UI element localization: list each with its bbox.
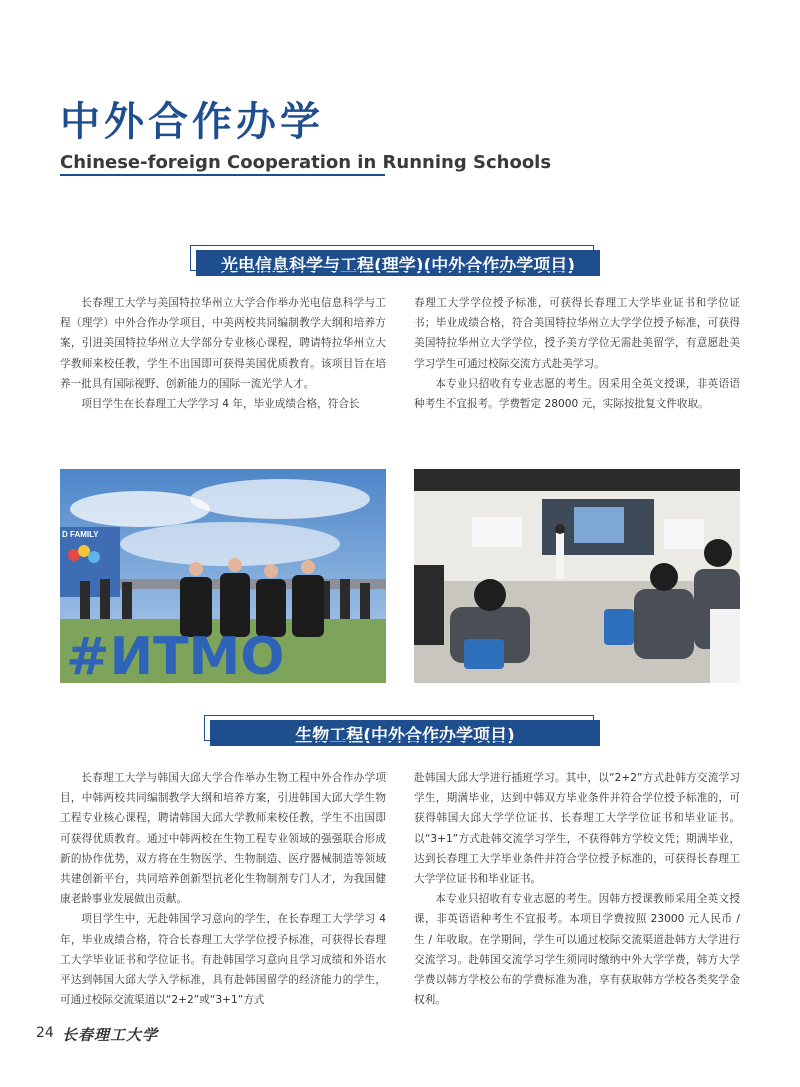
section1-right-column <box>414 293 740 414</box>
itmo-sign: #ИТМО <box>66 627 285 683</box>
paragraph: 长春理工大学与韩国大邱大学合作举办生物工程中外合作办学项目，中韩两校共同编制教学大纲和培养方案，引进韩国大邱大学生物工程专业核心课程，聘请韩国大邱大学教师来校任教，学生不出国即可获得优质教育。通过中韩两校在生物工程专业领域的强强联合形成新的协作优势，双方将在生物医学、生物制造、医疗器械制造等领域共建创新平台，共同培养创新型抗老化生物制剂专门人才，为我国健康老龄事业发展做出贡献。 <box>60 772 386 906</box>
section1-left-column <box>60 293 386 414</box>
title-underline <box>60 174 385 176</box>
paragraph: 项目学生中，无赴韩国学习意向的学生，在长春理工大学学习 4 年，毕业成绩合格，符合长春理工大学学位授予标准，可获得长春理工大学毕业证书和学位证书。有赴韩国学习意向且学习成绩和外语水平达到韩国大邱大学入学标准，具有赴韩国留学的经济能力的学生，可通过校际交流渠道以“2+2”或“3+1”方式 <box>60 913 386 1007</box>
classroom-photo <box>414 469 740 683</box>
section2-left-column <box>60 768 386 1010</box>
section-banner-label: 光电信息科学与工程(理学)(中外合作办学项目) <box>220 255 576 276</box>
paragraph: 项目学生在长春理工大学学习 4 年，毕业成绩合格，符合长 <box>81 398 360 411</box>
paragraph: 本专业只招收有专业志愿的考生。因采用全英文授课，非英语语种考生不宜报考。学费暂定 28000 元，实际按批复文件收取。 <box>414 377 740 411</box>
section2-right-column <box>414 768 740 1010</box>
university-logo-text: 长春理工大学 <box>62 1026 159 1044</box>
page-number: 24 <box>36 1025 54 1041</box>
section-banner-label: 生物工程(中外合作办学项目) <box>295 725 515 746</box>
banner-text: D FAMILY <box>62 530 99 539</box>
paragraph: 春理工大学学位授予标准，可获得长春理工大学毕业证书和学位证书；毕业成绩合格，符合美国特拉华州立大学学位授予标准，可获得美国特拉华州立大学学位，授予美方学位无需赴美留学，有意愿赴美学习学生可通过校际交流方式赴美学习。 <box>414 297 740 370</box>
paragraph: 长春理工大学与美国特拉华州立大学合作举办光电信息科学与工程（理学）中外合作办学项目，中美两校共同编制教学大纲和培养方案，引进美国特拉华州立大学部分专业核心课程，聘请特拉华州立大学教师来校任教，学生不出国即可获得美国优质教育。该项目旨在培养一批具有国际视野、创新能力的国际一流光学人才。 <box>60 297 386 390</box>
paragraph: 赴韩国大邱大学进行插班学习。其中，以“2+2”方式赴韩方交流学习学生，期满毕业，达到中韩双方毕业条件并符合学位授予标准的，可获得韩国大邱大学学位证书、长春理工大学学位证书和毕业证书。以“3+1”方式赴韩交流学习学生，不获得韩方学校文凭；期满毕业，达到长春理工大学毕业条件并符合学位授予标准的，可获得长春理工大学学位证书和毕业证书。 <box>414 772 740 886</box>
page-subtitle-en: Chinese-foreign Cooperation in Running Schools <box>60 152 552 173</box>
section-banner-bioengineering <box>210 720 600 746</box>
section-banner-optoelectronics <box>196 250 600 276</box>
paragraph: 本专业只招收有专业志愿的考生。因韩方授课教师采用全英文授课，非英语语种考生不宜报考。本项目学费按照 23000 元人民币 / 生 / 年收取。在学期间，学生可以通过校际交流渠道赴韩方大学进行交流学习。赴韩国交流学习学生须同时缴纳中外大学学费，韩方大学学费以韩方学校公布的学费标准为准，享有获取韩方学校各类奖学金权利。 <box>414 893 740 1007</box>
graduation-photo-image <box>60 469 386 683</box>
page-title: 中外合作办学 <box>60 99 324 145</box>
classroom-photo-image <box>414 469 740 683</box>
graduation-photo <box>60 469 386 683</box>
